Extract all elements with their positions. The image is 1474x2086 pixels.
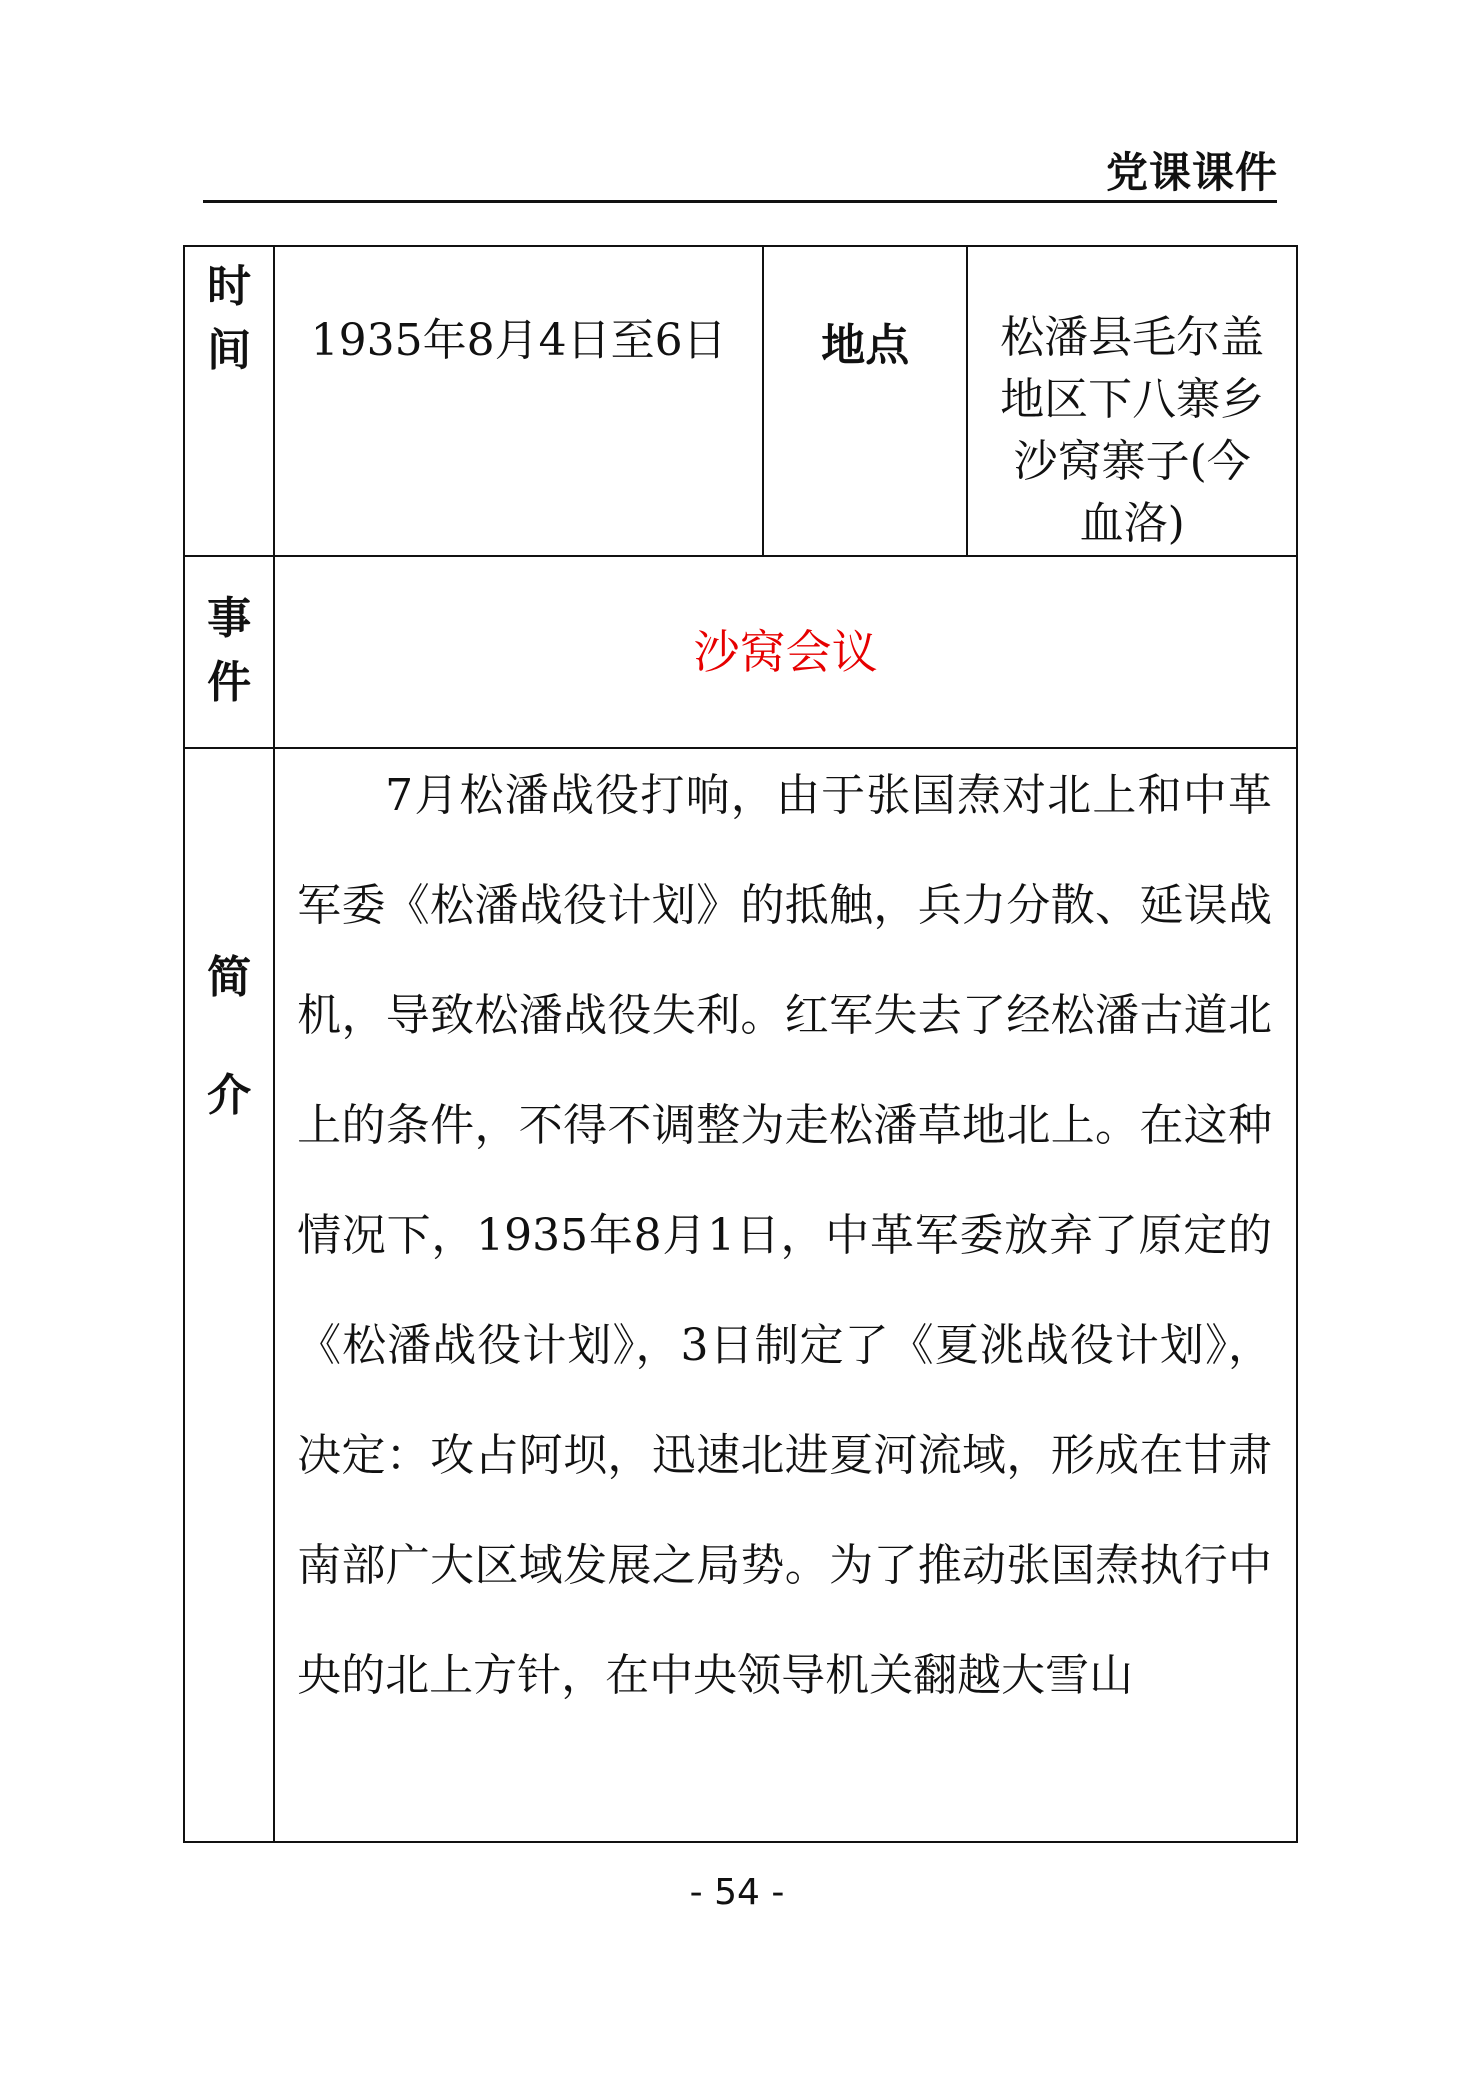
header-title: 党课课件 — [1105, 148, 1278, 197]
time-value-cell — [274, 246, 763, 556]
summary-row — [184, 748, 1297, 1842]
header-divider — [203, 200, 1277, 203]
place-label-cell — [763, 246, 967, 556]
summary-text: 7月松潘战役打响，由于张国焘对北上和中革军委《松潘战役计划》的抵触，兵力分散、延误战机，导致松潘战役失利。红军失去了经松潘古道北上的条件，不得不调整为走松潘草地北上。在这种情况下，1935年8月1日，中革军委放弃了原定的《松潘战役计划》，3日制定了《夏洮战役计划》，决定：攻占阿坝，迅速北进夏河流域，形成在甘肃南部广大区域发展之局势。为了推动张国焘执行中央的北上方针，在中央领导机关翻越大雪山 — [297, 770, 1272, 1701]
summary-cell — [274, 748, 1297, 1842]
time-value: 1935年8月4日至6日 — [310, 315, 727, 366]
event-title: 沙窝会议 — [693, 625, 878, 679]
event-label-cell — [184, 556, 274, 748]
record-table — [183, 245, 1298, 1843]
time-label-cell — [184, 246, 274, 556]
event-label: 事件 — [207, 593, 252, 708]
time-place-row — [184, 246, 1297, 556]
place-value-cell — [967, 246, 1297, 556]
place-label: 地点 — [821, 320, 910, 371]
summary-label: 简介 — [207, 952, 252, 1121]
time-label: 时间 — [207, 261, 252, 376]
place-value: 松潘县毛尔盖地区下八寨乡沙窝寨子(今血洛) — [1000, 312, 1265, 549]
event-row — [184, 556, 1297, 748]
page-number: - 54 - — [689, 1872, 785, 1913]
summary-label-cell — [184, 748, 274, 1842]
event-value-cell — [274, 556, 1297, 748]
